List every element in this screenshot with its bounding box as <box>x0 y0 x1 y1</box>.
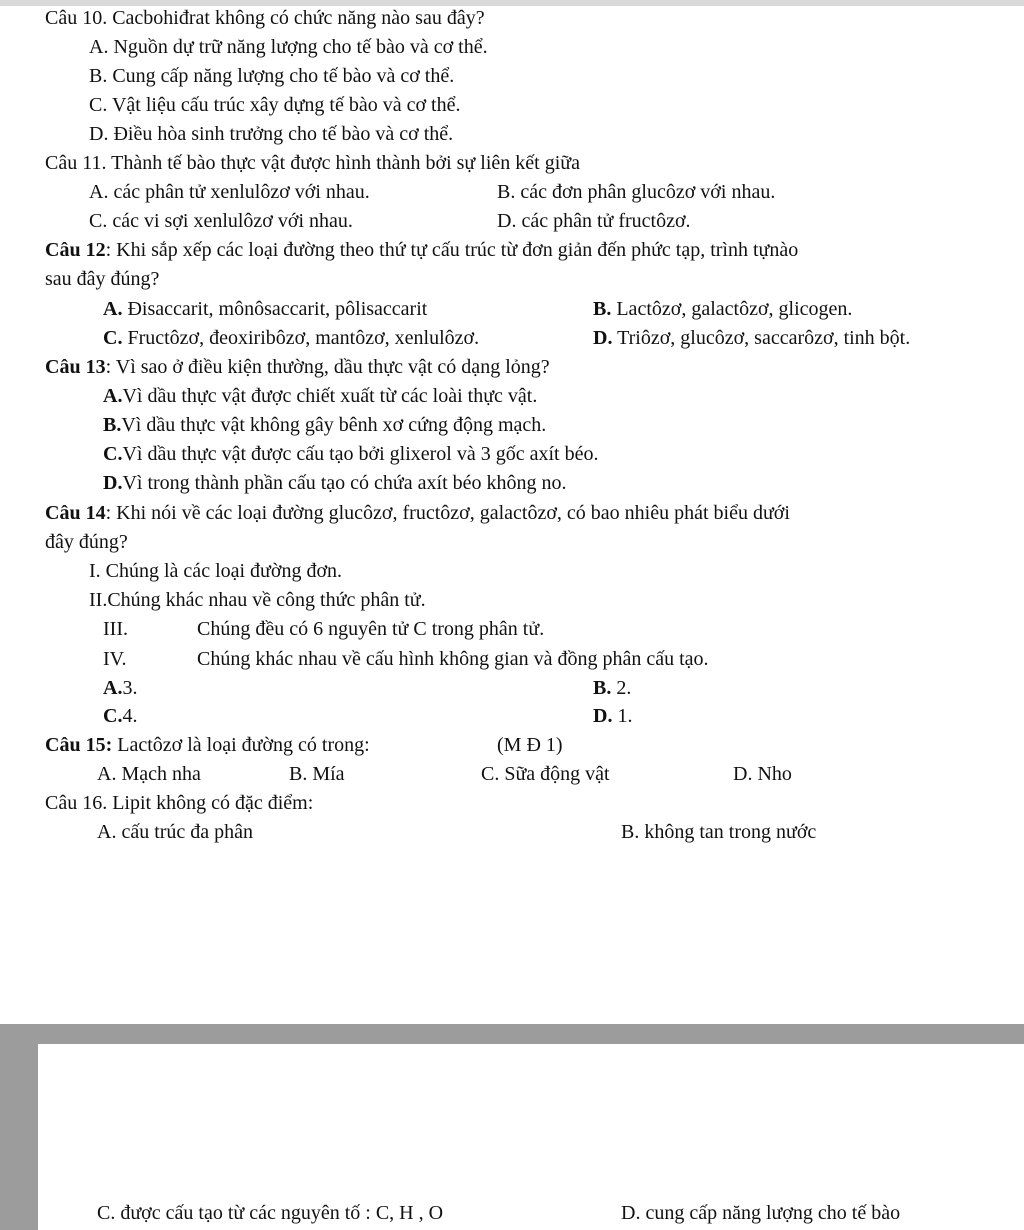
question-12-title <box>45 238 798 262</box>
question-12-label: Câu 12 <box>45 239 106 261</box>
option-letter: D. <box>593 705 613 727</box>
question-13-option-c <box>103 442 598 466</box>
option-text: 2. <box>611 677 632 699</box>
question-16-option-c: C. được cấu tạo từ các nguyên tố : C, H , O <box>97 1202 444 1224</box>
question-10-title <box>45 6 485 30</box>
question-14-statement-3-num: III. <box>103 618 128 640</box>
option-letter: A. <box>103 298 123 320</box>
question-15-option-a: A. Mạch nha <box>97 763 201 785</box>
question-16-option-a: A. cấu trúc đa phân <box>97 821 254 843</box>
question-10-option-c: C. Vật liệu cấu trúc xây dựng tế bào và cơ thể. <box>89 94 461 116</box>
question-14-statement-4: Chúng khác nhau về cấu hình không gian và đồng phân cấu tạo. <box>197 648 709 670</box>
option-text: 3. <box>122 677 138 699</box>
question-15-option-b: B. Mía <box>289 763 345 785</box>
question-15-label: Câu 15: <box>45 734 113 756</box>
option-letter: B. <box>593 677 612 699</box>
option-letter: B. <box>593 298 612 320</box>
question-14-label: Câu 14 <box>45 502 106 524</box>
option-text: 4. <box>122 705 138 727</box>
option-text: Đisaccarit, mônôsaccarit, pôlisaccarit <box>122 298 428 320</box>
question-16-option-b: B. không tan trong nước <box>621 821 817 843</box>
option-letter: B. <box>103 414 122 436</box>
question-16-title: Câu 16. Lipit không có đặc điểm: <box>45 792 314 814</box>
option-letter: C. <box>103 327 123 349</box>
option-letter: C. <box>103 443 123 465</box>
question-15-level: (M Đ 1) <box>497 734 563 756</box>
question-14-statement-2: II.Chúng khác nhau về công thức phân tử. <box>89 589 426 611</box>
question-14-title <box>45 501 790 525</box>
question-11-option-a: A. các phân tử xenlulôzơ với nhau. <box>89 181 370 203</box>
question-13-title <box>45 355 550 379</box>
question-14-statement-3: Chúng đều có 6 nguyên tử C trong phân tử. <box>197 618 545 640</box>
option-text: Lactôzơ, galactôzơ, glicogen. <box>611 298 853 320</box>
question-14-option-d <box>593 704 632 728</box>
page-separator-left <box>0 1024 38 1230</box>
option-letter: A. <box>103 677 123 699</box>
question-14-text: : Khi nói về các loại đường glucôzơ, fructôzơ, galactôzơ, có bao nhiêu phát biểu dưới <box>105 502 790 524</box>
question-10-text: Câu 10. Cacbohiđrat không có chức năng nào sau đây? <box>45 7 485 29</box>
question-11-option-b: B. các đơn phân glucôzơ với nhau. <box>497 181 776 203</box>
question-14-option-a <box>103 676 137 700</box>
question-15-text: Lactôzơ là loại đường có trong: <box>112 734 370 756</box>
option-letter: A. <box>103 385 123 407</box>
question-12-option-d <box>593 326 910 350</box>
question-13-option-d <box>103 471 567 495</box>
option-letter: D. <box>103 472 123 494</box>
option-text: Vì dầu thực vật được cấu tạo bởi glixerol và 3 gốc axít béo. <box>122 443 599 465</box>
option-letter: C. <box>103 705 123 727</box>
question-11-title: Câu 11. Thành tế bào thực vật được hình thành bởi sự liên kết giữa <box>45 152 580 174</box>
question-13-option-b <box>103 413 546 437</box>
option-text: Vì trong thành phần cấu tạo có chứa axít béo không no. <box>122 472 567 494</box>
question-10-option-b: B. Cung cấp năng lượng cho tế bào và cơ thể. <box>89 65 455 87</box>
option-text: Triôzơ, glucôzơ, saccarôzơ, tinh bột. <box>612 327 911 349</box>
question-12-text: : Khi sắp xếp các loại đường theo thứ tự cấu trúc từ đơn giản đến phức tạp, trình tựnào <box>105 239 799 261</box>
question-13-text: : Vì sao ở điều kiện thường, dầu thực vật có dạng lỏng? <box>105 356 550 378</box>
question-12-option-b <box>593 297 852 321</box>
option-text: 1. <box>612 705 633 727</box>
question-11-option-d: D. các phân tử fructôzơ. <box>497 210 691 232</box>
question-14-statement-1: I. Chúng là các loại đường đơn. <box>89 560 343 582</box>
option-text: Fructôzơ, đeoxiribôzơ, mantôzơ, xenlulôzơ. <box>122 327 480 349</box>
option-text: Vì dầu thực vật được chiết xuất từ các loài thực vật. <box>122 385 538 407</box>
question-13-option-a <box>103 384 537 408</box>
option-text: Vì dầu thực vật không gây bênh xơ cứng động mạch. <box>121 414 547 436</box>
question-15-option-c: C. Sữa động vật <box>481 763 610 785</box>
question-10-option-d: D. Điều hòa sinh trưởng cho tế bào và cơ thể. <box>89 123 454 145</box>
question-16-option-d: D. cung cấp năng lượng cho tế bào <box>621 1202 901 1224</box>
page-separator <box>0 1024 1024 1044</box>
question-14-statement-4-num: IV. <box>103 648 127 670</box>
question-12-option-c <box>103 326 479 350</box>
question-14-title-cont: đây đúng? <box>45 531 128 553</box>
question-12-option-a <box>103 297 427 321</box>
question-15-option-d: D. Nho <box>733 763 792 785</box>
option-letter: D. <box>593 327 613 349</box>
question-10-option-a: A. Nguồn dự trữ năng lượng cho tế bào và cơ thể. <box>89 36 488 58</box>
question-15-title <box>45 733 370 757</box>
page-left-margin <box>0 6 38 1024</box>
question-14-option-c <box>103 704 137 728</box>
question-13-label: Câu 13 <box>45 356 106 378</box>
question-12-title-cont: sau đây đúng? <box>45 268 160 290</box>
question-11-option-c: C. các vi sợi xenlulôzơ với nhau. <box>89 210 353 232</box>
question-14-option-b <box>593 676 631 700</box>
